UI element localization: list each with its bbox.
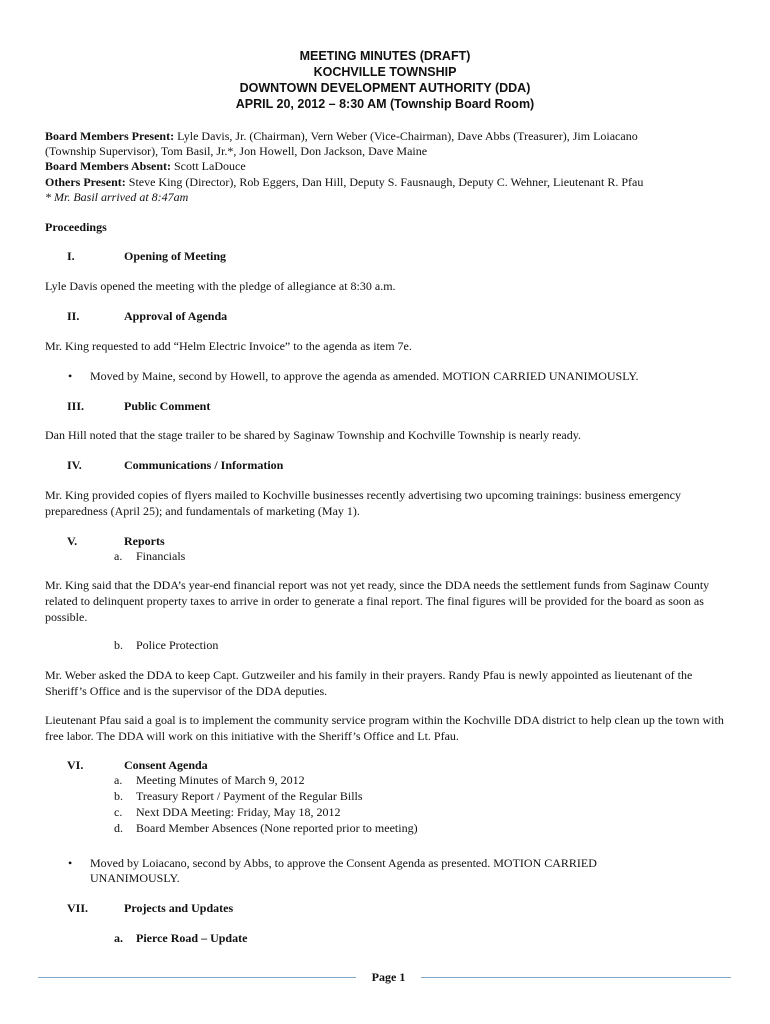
- footer-rule-left: [38, 977, 356, 978]
- consent-item-letter: a.: [114, 773, 123, 787]
- section-3-text: Dan Hill noted that the stage trailer to be shared by Saginaw Township and Kochville Township is nearly ready.: [45, 428, 581, 442]
- consent-item-letter: c.: [114, 805, 123, 819]
- section-2-text: Mr. King requested to add “Helm Electric Invoice” to the agenda as item 7e.: [45, 339, 412, 353]
- section-5-title: Reports: [124, 534, 165, 548]
- members-present-text: Lyle Davis, Jr. (Chairman), Vern Weber (Vice-Chairman), Dave Abbs (Treasurer), Jim Loiacano: [174, 129, 638, 143]
- section-6-motion-line-1: Moved by Loiacano, second by Abbs, to approve the Consent Agenda as presented. MOTION CARRIED: [90, 856, 597, 870]
- members-present: [45, 128, 638, 144]
- section-1-title: Opening of Meeting: [124, 249, 226, 263]
- proceedings-heading: Proceedings: [45, 220, 107, 234]
- consent-item-letter: b.: [114, 789, 123, 803]
- section-6-number: VI.: [67, 758, 84, 772]
- others-present: [45, 174, 643, 190]
- section-4-title: Communications / Information: [124, 458, 284, 472]
- section-6-title: Consent Agenda: [124, 758, 208, 772]
- section-3-title: Public Comment: [124, 399, 211, 413]
- section-5b-title: Police Protection: [136, 638, 219, 652]
- section-2-title: Approval of Agenda: [124, 309, 228, 323]
- section-5b-text-1: Mr. Weber asked the DDA to keep Capt. Gutzweiler and his family in their prayers. Randy Pfau is newly appointed as lieutenant of the Sheriff’s Office and is the supervisor of the DDA deputies.: [45, 668, 693, 698]
- section-2-number: II.: [67, 309, 80, 323]
- section-3-number: III.: [67, 399, 85, 413]
- title-line-2: KOCHVILLE TOWNSHIP: [313, 65, 457, 79]
- section-5b-text-2: Lieutenant Pfau said a goal is to implement the community service program within the Kochville DDA district to help clean up the town with free labor. The DDA will work on this initiative with the Sheriff’s Office and Lt. Pfau.: [45, 713, 724, 743]
- title-line-1: MEETING MINUTES (DRAFT): [299, 49, 471, 63]
- section-6-motion-line-2: UNANIMOUSLY.: [90, 871, 180, 885]
- members-present-label: Board Members Present:: [45, 129, 175, 143]
- title-line-3: DOWNTOWN DEVELOPMENT AUTHORITY (DDA): [239, 81, 531, 95]
- bullet-icon: •: [68, 856, 73, 870]
- section-7a-title: Pierce Road – Update: [136, 931, 248, 945]
- consent-item: Board Member Absences (None reported prior to meeting): [136, 821, 418, 835]
- section-5a-text: Mr. King said that the DDA’s year-end financial report was not yet ready, since the DDA needs the settlement funds from Saginaw County related to delinquent property taxes to arrive in order to generate a final report. The final figures will be provided for the board as soon as possible.: [45, 578, 710, 624]
- section-5a-letter: a.: [114, 549, 123, 563]
- section-1-text: Lyle Davis opened the meeting with the pledge of allegiance at 8:30 a.m.: [45, 279, 396, 293]
- section-1-number: I.: [67, 249, 75, 263]
- section-7a-letter: a.: [114, 931, 123, 945]
- section-2-motion: Moved by Maine, second by Howell, to approve the agenda as amended. MOTION CARRIED UNANIMOUSLY.: [90, 369, 639, 383]
- section-5b-letter: b.: [114, 638, 123, 652]
- attendance-note: * Mr. Basil arrived at 8:47am: [45, 190, 189, 204]
- section-7-title: Projects and Updates: [124, 901, 234, 915]
- section-5a-title: Financials: [136, 549, 186, 563]
- section-5-number: V.: [67, 534, 78, 548]
- consent-item: Meeting Minutes of March 9, 2012: [136, 773, 305, 787]
- members-absent: [45, 158, 246, 174]
- others-present-label: Others Present:: [45, 175, 126, 189]
- title-line-4: APRIL 20, 2012 – 8:30 AM (Township Board Room): [235, 97, 535, 111]
- page-number: Page 1: [371, 970, 406, 984]
- members-present-cont: (Township Supervisor), Tom Basil, Jr.*, Jon Howell, Don Jackson, Dave Maine: [45, 144, 428, 158]
- section-4-text: Mr. King provided copies of flyers mailed to Kochville businesses recently advertising two upcoming trainings: business emergency preparedness (April 25); and fundamentals of marketing (May 1).: [45, 488, 681, 518]
- consent-item-letter: d.: [114, 821, 123, 835]
- bullet-icon: •: [68, 369, 73, 383]
- members-absent-label: Board Members Absent:: [45, 159, 171, 173]
- members-absent-text: Scott LaDouce: [171, 159, 246, 173]
- section-7-number: VII.: [67, 901, 89, 915]
- consent-item: Next DDA Meeting: Friday, May 18, 2012: [136, 805, 341, 819]
- section-4-number: IV.: [67, 458, 82, 472]
- footer-rule-right: [421, 977, 731, 978]
- consent-item: Treasury Report / Payment of the Regular Bills: [136, 789, 363, 803]
- others-present-text: Steve King (Director), Rob Eggers, Dan Hill, Deputy S. Fausnaugh, Deputy C. Wehner, Lieutenant R. Pfau: [125, 175, 644, 189]
